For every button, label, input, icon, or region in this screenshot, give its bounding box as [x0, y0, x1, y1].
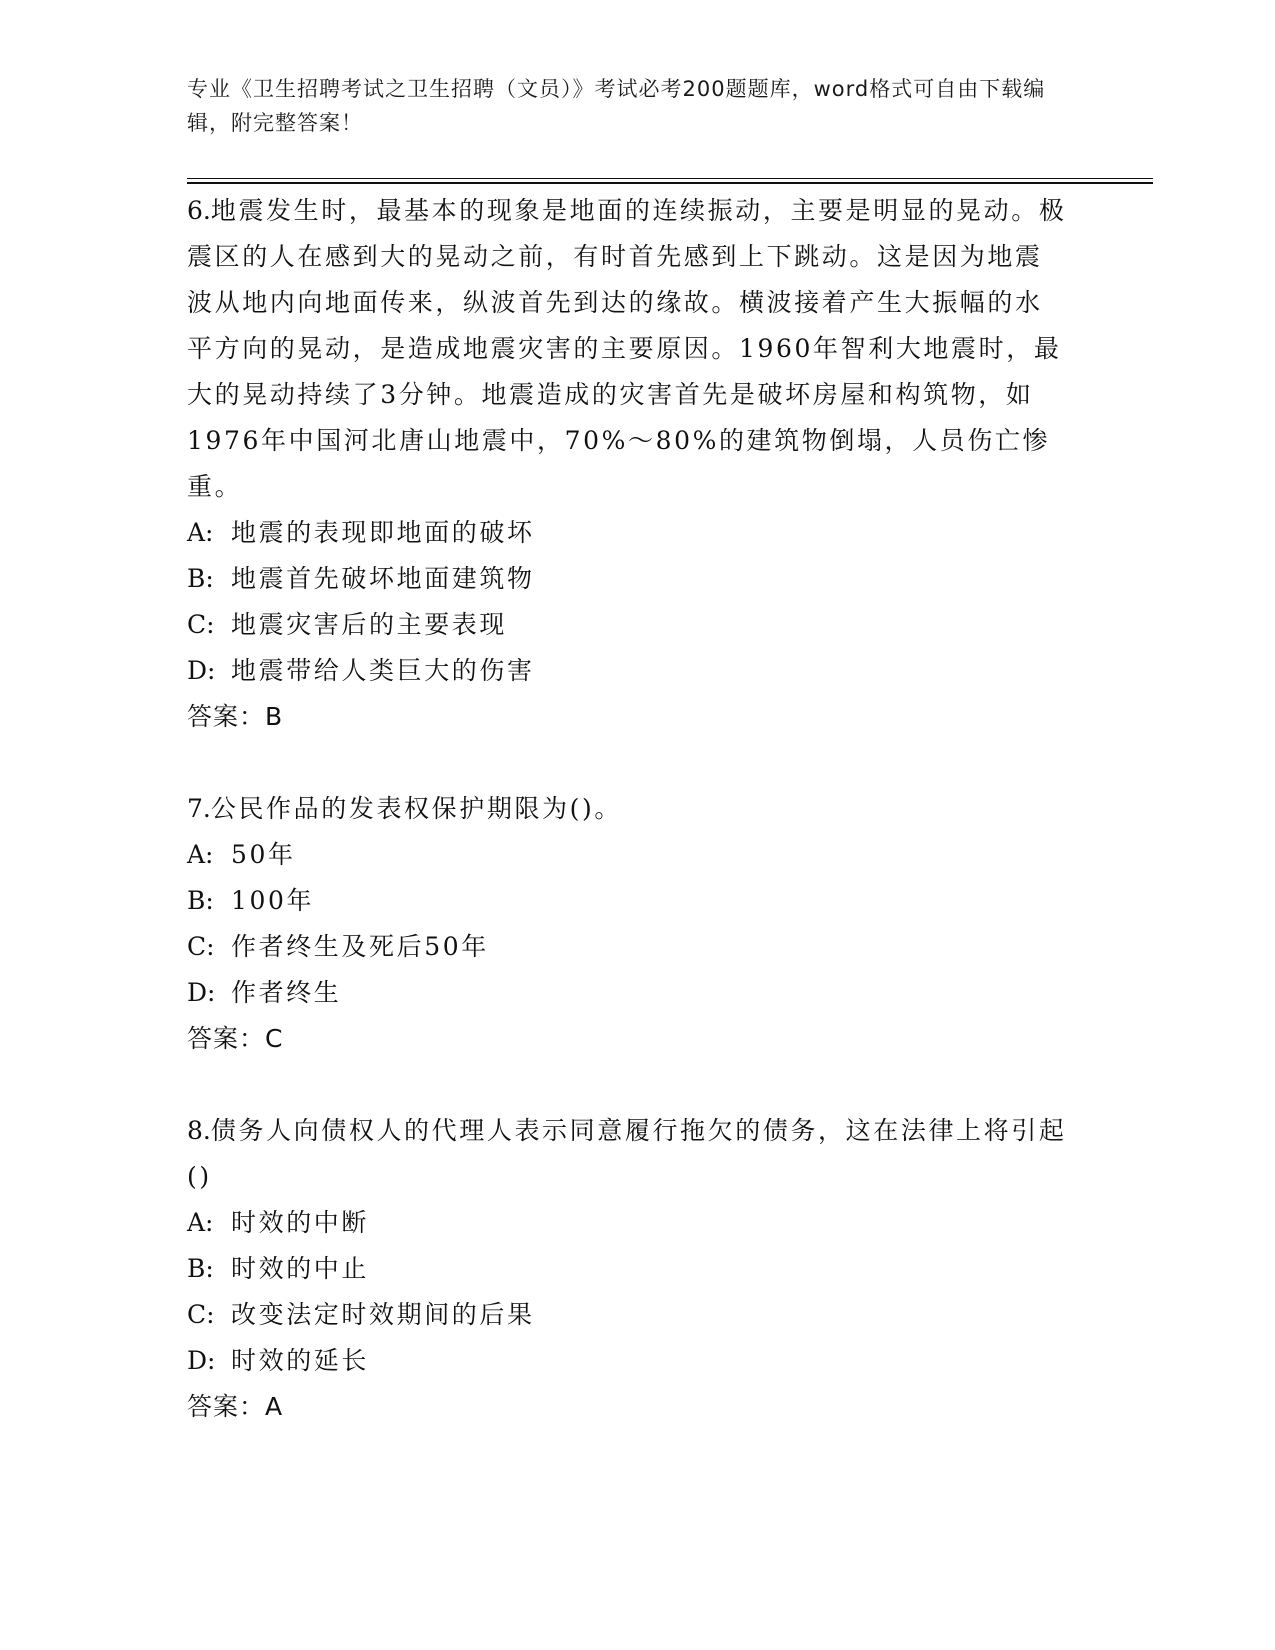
answer-line: 答案：C: [187, 1024, 284, 1053]
option-text: 时效的延长: [231, 1346, 370, 1375]
question-number: 7.: [187, 794, 211, 823]
option-text: 50年: [231, 840, 296, 869]
option-b: [187, 556, 1067, 602]
question-stem: [187, 786, 1067, 832]
option-text: 地震灾害后的主要表现: [231, 610, 508, 639]
question-number: 6.: [187, 196, 211, 225]
question-text: 公民作品的发表权保护期限为()。: [210, 794, 622, 823]
option-text: 作者终生: [231, 978, 342, 1007]
option-text: 100年: [231, 886, 315, 915]
option-a: [187, 832, 1067, 878]
question-text: 债务人向债权人的代理人表示同意履行拖欠的债务，这在法律上将引起(): [187, 1116, 1067, 1191]
option-d: [187, 970, 1067, 1016]
option-label: C:: [187, 610, 215, 639]
option-label: B:: [187, 564, 214, 593]
option-label: A:: [187, 1208, 214, 1237]
question-list: [187, 188, 1067, 1430]
option-label: D:: [187, 978, 216, 1007]
option-b: [187, 1246, 1067, 1292]
option-label: C:: [187, 1300, 215, 1329]
option-text: 地震带给人类巨大的伤害: [231, 656, 535, 685]
answer-line: 答案：A: [187, 1392, 284, 1421]
option-label: A:: [187, 518, 214, 547]
document-header: 专业《卫生招聘考试之卫生招聘（文员）》考试必考200题题库，word格式可自由下载编辑，附完整答案！: [187, 77, 1046, 135]
option-label: B:: [187, 886, 214, 915]
option-label: D:: [187, 1346, 216, 1375]
option-label: A:: [187, 840, 214, 869]
header-divider-thin: [187, 178, 1153, 179]
option-text: 作者终生及死后50年: [231, 932, 489, 961]
question-stem: [187, 1108, 1067, 1200]
option-a: [187, 1200, 1067, 1246]
option-c: [187, 1292, 1067, 1338]
question-block-6: [187, 188, 1067, 740]
option-c: [187, 602, 1067, 648]
option-label: C:: [187, 932, 215, 961]
question-text: 地震发生时，最基本的现象是地面的连续振动，主要是明显的晃动。极震区的人在感到大的晃动之前，有时首先感到上下跳动。这是因为地震波从地内向地面传来，纵波首先到达的缘故。横波接着产生大振幅的水平方向的晃动，是造成地震灾害的主要原因。1960年智利大地震时，最大的晃动持续了3分钟。地震造成的灾害首先是破坏房屋和构筑物，如1976年中国河北唐山地震中，70%～80%的建筑物倒塌，人员伤亡惨重。: [187, 196, 1067, 501]
option-d: [187, 1338, 1067, 1384]
option-b: [187, 878, 1067, 924]
option-text: 地震首先破坏地面建筑物: [231, 564, 535, 593]
option-label: D:: [187, 656, 216, 685]
option-a: [187, 510, 1067, 556]
option-text: 改变法定时效期间的后果: [231, 1300, 535, 1329]
question-stem: [187, 188, 1067, 510]
question-block-8: [187, 1108, 1067, 1430]
answer-line: 答案：B: [187, 702, 284, 731]
option-c: [187, 924, 1067, 970]
option-text: 时效的中断: [231, 1208, 370, 1237]
option-text: 时效的中止: [231, 1254, 370, 1283]
option-label: B:: [187, 1254, 214, 1283]
option-text: 地震的表现即地面的破坏: [231, 518, 535, 547]
question-block-7: [187, 786, 1067, 1062]
header-divider-thick: [187, 182, 1153, 184]
option-d: [187, 648, 1067, 694]
question-number: 8.: [187, 1116, 211, 1145]
